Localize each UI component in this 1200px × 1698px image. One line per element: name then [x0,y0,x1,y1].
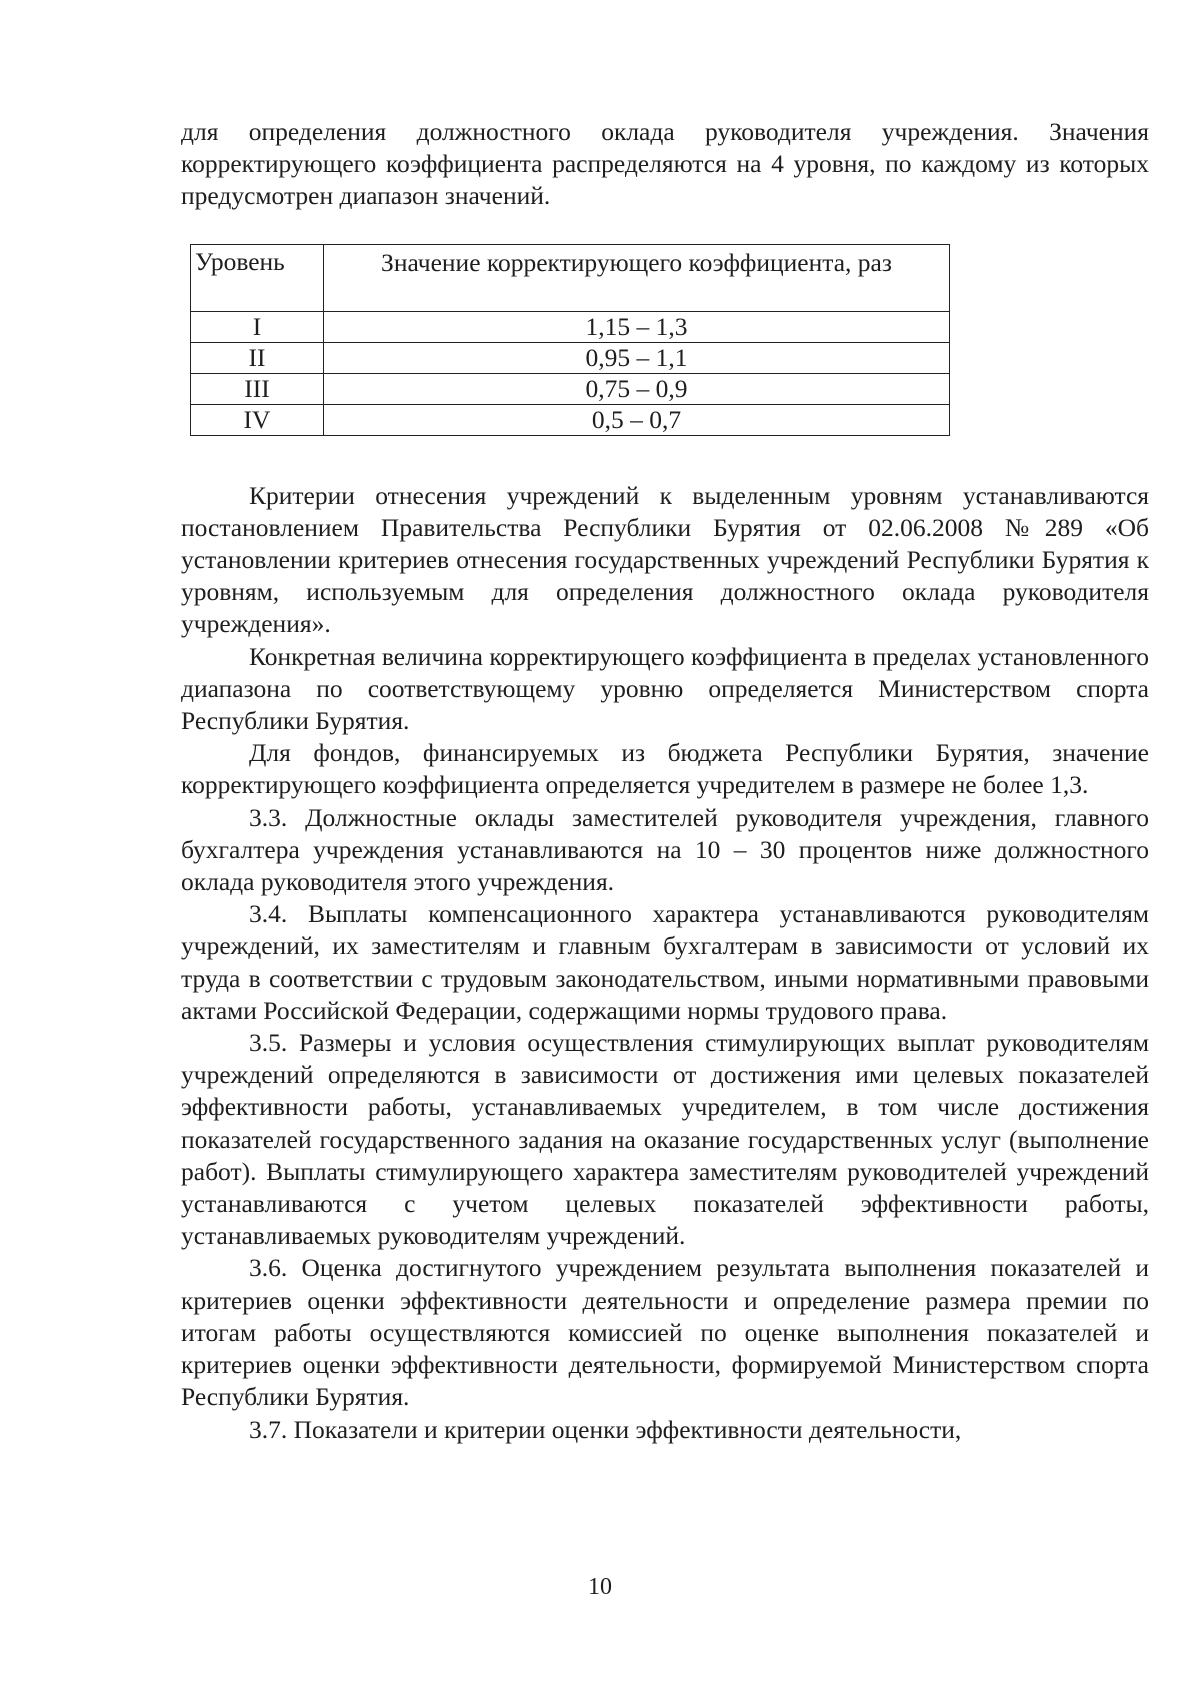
value-cell: 0,75 – 0,9 [324,373,950,404]
table-row [191,311,950,342]
table-row [191,342,950,373]
table-row [191,404,950,435]
page-number: 10 [588,1574,612,1600]
paragraph-funds: Для фондов, финансируемых из бюджета Республики Бурятия, значение корректирующего коэффициента определяется учредителем в размере не более 1,3. [181,738,1149,800]
paragraph-criteria: Критерии отнесения учреждений к выделенным уровням устанавливаются постановлением Правительства Республики Бурятия от 02.06.2008 №289 «Об установлении критериев отнесения государственных учреждений Республики Бурятия к уровням, используемым для определения должностного оклада руководителя учреждения». [181,480,1149,639]
intro-paragraph: для определения должностного оклада руководителя учреждения. Значения корректирующего коэффициента распределяются на 4 уровня, по каждому из которых предусмотрен диапазон значений. [181,117,1149,211]
paragraph-3-3: 3.3. Должностные оклады заместителей руководителя учреждения, главного бухгалтера учреждения устанавливаются на 10 – 30 процентов ниже должностного оклада руководителя этого учреждения. [181,802,1149,897]
table-row [191,373,950,404]
level-cell: IV [191,404,324,435]
level-cell: III [191,373,324,404]
header-level: Уровень [191,244,324,311]
paragraph-specific-value: Конкретная величина корректирующего коэффициента в пределах установленного диапазона по соответствующему уровню определяется Министерством спорта Республики Бурятия. [181,641,1149,736]
header-value: Значение корректирующего коэффициента, раз [324,244,950,311]
value-cell: 0,95 – 1,1 [324,342,950,373]
coefficient-table [190,244,950,436]
table-header-row [191,244,950,311]
level-cell: II [191,342,324,373]
paragraph-3-5: 3.5. Размеры и условия осуществления стимулирующих выплат руководителям учреждений определяются в зависимости от достижения ими целевых показателей эффективности работы, устанавливаемых учредителем, в том числе достижения показателей государственного задания на оказание государственных услуг (выполнение работ). Выплаты стимулирующего характера заместителям руководителей учреждений устанавливаются с учетом целевых показателей эффективности работы, устанавливаемых руководителям учреждений. [181,1028,1149,1251]
value-cell: 1,15 – 1,3 [324,311,950,342]
level-cell: I [191,311,324,342]
paragraph-3-7: 3.7. Показатели и критерии оценки эффективности деятельности, [249,1414,962,1444]
paragraph-3-4: 3.4. Выплаты компенсационного характера устанавливаются руководителям учреждений, их заместителям и главным бухгалтерам в зависимости от условий их труда в соответствии с трудовым законодательством, иными нормативными правовыми актами Российской Федерации, содержащими нормы трудового права. [181,899,1149,1025]
document-page [181,116,1149,1446]
value-cell: 0,5 – 0,7 [324,404,950,435]
paragraph-3-6: 3.6. Оценка достигнутого учреждением результата выполнения показателей и критериев оценки эффективности деятельности и определение размера премии по итогам работы осуществляются комиссией по оценке выполнения показателей и критериев оценки эффективности деятельности, формируемой Министерством спорта Республики Бурятия. [181,1253,1149,1412]
